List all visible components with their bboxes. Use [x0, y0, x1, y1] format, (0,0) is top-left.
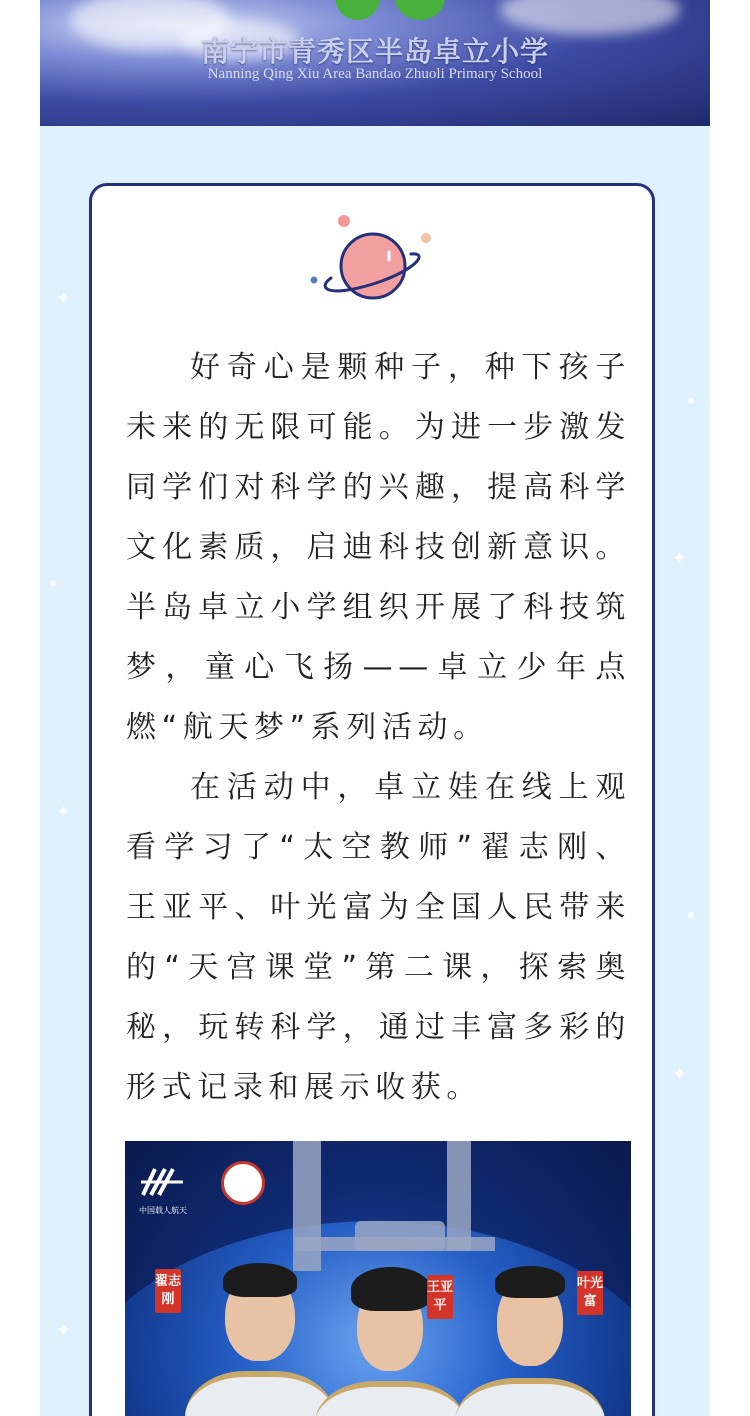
sparkle-icon: ✦ [56, 288, 72, 309]
school-name-english: Nanning Qing Xiu Area Bandao Zhuoli Primary School [207, 66, 543, 82]
sparkle-icon: ✦ [672, 1064, 688, 1085]
astronaut-left [185, 1251, 335, 1416]
mission-badge-icon [221, 1161, 265, 1205]
paragraph-intro: 好奇心是颗种子，种下孩子未来的无限可能。为进一步激发同学们对科学的兴趣，提高科学文化素质，启迪科技创新意识。半岛卓立小学组织开展了科技筑梦，童心飞扬——卓立少年点燃“航天梦”系列活动。 [126, 350, 631, 745]
sparkle-icon: ✦ [672, 548, 688, 569]
page-background [40, 0, 710, 1416]
sparkle-icon: ✦ [56, 802, 72, 823]
name-tag-right: 叶光富 [577, 1271, 603, 1315]
logo-text: 中国载人航天 [139, 1206, 187, 1215]
header-banner [40, 0, 710, 126]
article-card [89, 183, 655, 1416]
planet-icon [307, 214, 437, 314]
star-dot [50, 580, 56, 586]
sparkle-icon: ✦ [56, 1320, 72, 1341]
paragraph-activity: 在活动中，卓立娃在线上观看学习了“太空教师”翟志刚、王亚平、叶光富为全国人民带来的“天宫课堂”第二课，探索奥秘，玩转科学，通过丰富多彩的形式记录和展示收获。 [126, 770, 631, 1105]
logo-leaf-icon [395, 0, 445, 20]
star-dot [688, 398, 694, 404]
article-body [126, 338, 631, 1118]
name-tag-left: 翟志刚 [155, 1269, 181, 1313]
school-name: 南宁市青秀区半岛卓立小学 [200, 35, 549, 68]
name-tag-center: 王亚平 [427, 1275, 453, 1319]
logo-leaf-icon [335, 0, 380, 20]
astronauts-photo [125, 1141, 631, 1416]
star-dot [688, 912, 694, 918]
cmsa-logo [139, 1165, 187, 1216]
